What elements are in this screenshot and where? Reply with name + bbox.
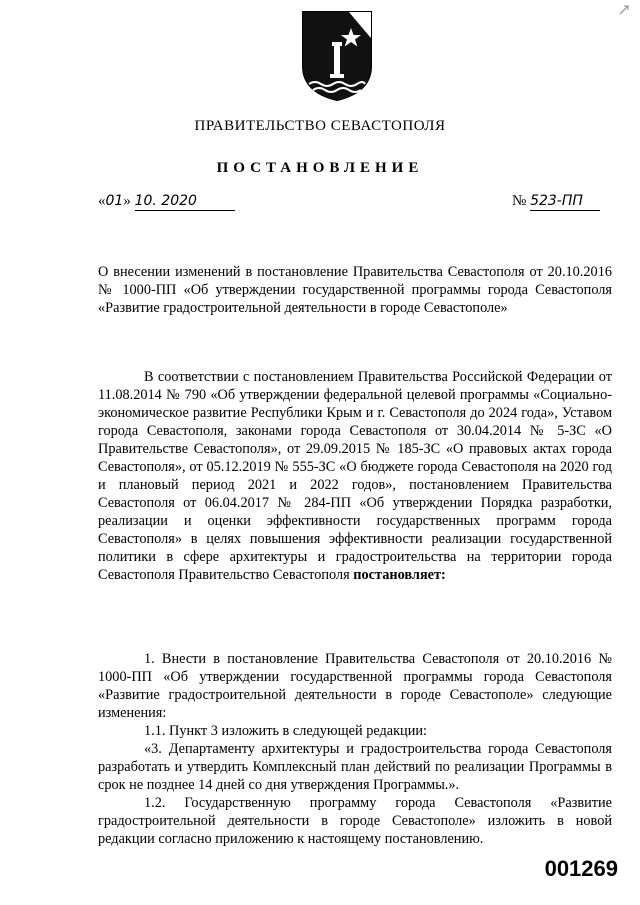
subject-text: О внесении изменений в постановление Правительства Севастополя от 20.10.2016 № 1000-ПП «Об утверждении государственной программы города Севастополя «Развитие градостроительной деятельности в городе Севастополе»: [98, 264, 612, 316]
document-number: [512, 193, 600, 211]
date-open-quote: «: [98, 193, 106, 209]
subject-block: [98, 263, 612, 317]
decree-word: постановляет:: [353, 567, 446, 583]
date-close-quote: »: [123, 193, 131, 209]
clause-1: 1. Внести в постановление Правительства Севастополя от 20.10.2016 № 1000-ПП «Об утверждении государственной программы города Севастополя «Развитие градостроительной деятельности в городе Севастополе» следующие изменения:: [98, 651, 612, 721]
preamble-block: [98, 368, 612, 584]
date-month-year: 10. 2020: [134, 193, 197, 209]
government-title: ПРАВИТЕЛЬСТВО СЕВАСТОПОЛЯ: [194, 118, 446, 134]
clause-1-1-quote: «3. Департаменту архитектуры и градостроительства города Севастополя разработать и утвердить Комплексный план действий по реализации Программы в срок не позднее 14 дней со дня утверждения Программы.».: [98, 741, 612, 793]
body-block: [98, 650, 612, 848]
corner-mark-icon: [618, 4, 630, 16]
number-value: 523-ПП: [530, 193, 583, 209]
number-prefix: №: [512, 193, 527, 209]
preamble-text: В соответствии с постановлением Правительства Российской Федерации от 11.08.2014 № 790 «Об утверждении федеральной целевой программы «Социально-экономическое развитие Республики Крым и г. Севастополя до 2024 года», Уставом города Севастополя, законами города Севастополя от 30.04.2014 № 5-ЗС «О Правительстве Севастополя», от 29.09.2015 № 185-ЗС «О правовых актах города Севастополя», от 05.12.2019 № 555-ЗС «О бюджете города Севастополя на 2020 год и плановый период 2021 и 2022 годов», постановлением Правительства Севастополя от 06.04.2017 № 284-ПП «Об утверждении Порядка разработки, реализации и оценки эффективности государственных программ города Севастополя» в целях повышения эффективности реализации государственной политики в сфере архитектуры и градостроительства на территории города Севастополя Правительство Севастополя: [98, 369, 612, 583]
sevastopol-coat-of-arms-icon: [299, 8, 375, 103]
serial-number: 001269: [544, 856, 618, 881]
document-type-title: ПОСТАНОВЛЕНИЕ: [216, 160, 424, 176]
date-day: 01: [105, 193, 124, 209]
clause-1-1: 1.1. Пункт 3 изложить в следующей редакции:: [144, 723, 427, 739]
preamble-paragraph: [98, 368, 612, 584]
document-date: [98, 193, 235, 211]
clause-1-2: 1.2. Государственную программу города Севастополя «Развитие градостроительной деятельности в городе Севастополе» изложить в новой редакции согласно приложению к настоящему постановлению.: [98, 795, 612, 847]
